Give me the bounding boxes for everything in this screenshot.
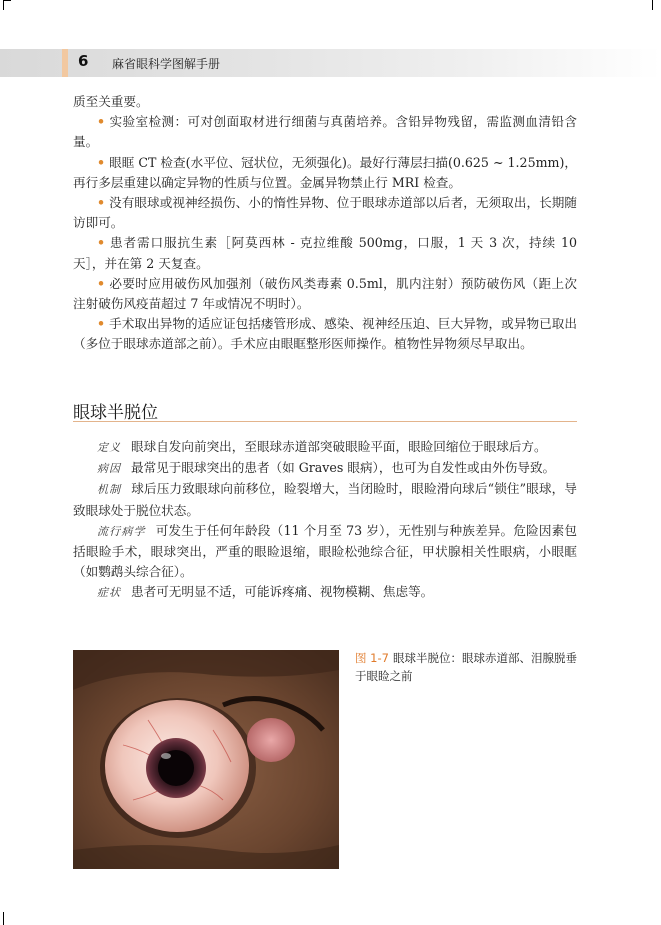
bullet-text: 手术取出异物的适应证包括瘘管形成、感染、视神经压迫、巨大异物，或异物已取出（多位于眼球赤道部之前）。手术应由眼眶整形医师操作。植物性异物须尽早取出。 (73, 316, 577, 352)
bullet-icon: • (97, 316, 106, 332)
etiology-paragraph (73, 458, 577, 479)
crop-mark-top-right (652, 0, 653, 10)
term-label: 机制 (97, 483, 122, 497)
section-title: 眼球半脱位 (73, 403, 158, 423)
bullet-item (73, 233, 577, 273)
bullet-icon: • (97, 114, 106, 130)
paragraph-text: 最常见于眼球突出的患者（如 Graves 眼病），也可为自发性或由外伤导致。 (131, 460, 556, 476)
bullet-text: 必要时应用破伤风加强剂（破伤风类毒素 0.5ml，肌内注射）预防破伤风（距上次注射破伤风疫苗超过 7 年或情况不明时）。 (73, 275, 577, 312)
figure-label: 图 1-7 (355, 651, 389, 665)
bullet-text: 没有眼球或视神经损伤、小的惰性异物、位于眼球赤道部以后者，无须取出，长期随访即可。 (73, 195, 577, 231)
term-label: 病因 (97, 462, 121, 476)
crop-mark-bottom-left (3, 912, 4, 925)
eye-photo-illustration (73, 650, 339, 869)
symptoms-paragraph (73, 582, 577, 603)
bullet-item (73, 274, 577, 314)
bullet-item (73, 112, 577, 152)
section-divider (73, 421, 577, 422)
term-label: 定义 (97, 441, 121, 454)
top-text-block (73, 92, 577, 355)
term-label: 流行病学 (97, 524, 146, 538)
book-title: 麻省眼科学图解手册 (112, 57, 221, 71)
definition-paragraph (73, 437, 577, 458)
epidemiology-paragraph (73, 521, 577, 583)
bullet-text: 患者需口服抗生素［阿莫西林 - 克拉维酸 500mg，口服，1 天 3 次，持续 10 天］，并在第 2 天复查。 (73, 235, 577, 271)
figure-caption (355, 649, 580, 685)
running-header (0, 49, 661, 77)
paragraph-text: 患者可无明显不适，可能诉疼痛、视物模糊、焦虑等。 (131, 584, 434, 600)
clinical-photo (73, 650, 339, 869)
bullet-text: 眼眶 CT 检查(水平位、冠状位，无须强化)。最好行薄层扫描(0.625 ~ 1.25mm)，再行多层重建以确定异物的性质与位置。金属异物禁止行 MRI 检查。 (73, 154, 577, 190)
bullet-item (73, 153, 577, 193)
section-text-block (73, 437, 577, 604)
figure-caption-text: 眼球半脱位：眼球赤道部、泪腺脱垂于眼睑之前 (355, 651, 577, 683)
continuation-text: 质至关重要。 (73, 94, 149, 109)
bullet-text: 实验室检测：可对创面取材进行细菌与真菌培养。含铅异物残留，需监测血清铅含量。 (73, 114, 577, 150)
term-label: 症状 (97, 586, 121, 600)
bullet-icon: • (97, 275, 106, 291)
paragraph-text: 球后压力致眼球向前移位，睑裂增大，当闭睑时，眼睑滑向球后“锁住”眼球，导致眼球处于脱位状态。 (73, 481, 578, 518)
bullet-item (73, 193, 577, 233)
bullet-item (73, 314, 577, 354)
bullet-icon: • (97, 235, 106, 251)
bullet-icon: • (97, 195, 106, 211)
paragraph-text: 眼球自发向前突出，至眼球赤道部突破眼睑平面，眼睑回缩位于眼球后方。 (131, 439, 547, 454)
paragraph-text: 可发生于任何年龄段（11 个月至 73 岁），无性别与种族差异。危险因素包括眼睑手术，眼球突出，严重的眼睑退缩，眼睑松弛综合征，甲状腺相关性眼病，小眼眶（如鹦鹉头综合征）。 (73, 522, 577, 580)
mechanism-paragraph (73, 479, 577, 520)
crop-mark-top-left-v (3, 0, 4, 10)
header-accent-bar (62, 49, 68, 77)
page-number: 6 (78, 52, 89, 70)
bullet-icon: • (97, 154, 106, 170)
crop-mark-top-left-h (3, 0, 11, 1)
